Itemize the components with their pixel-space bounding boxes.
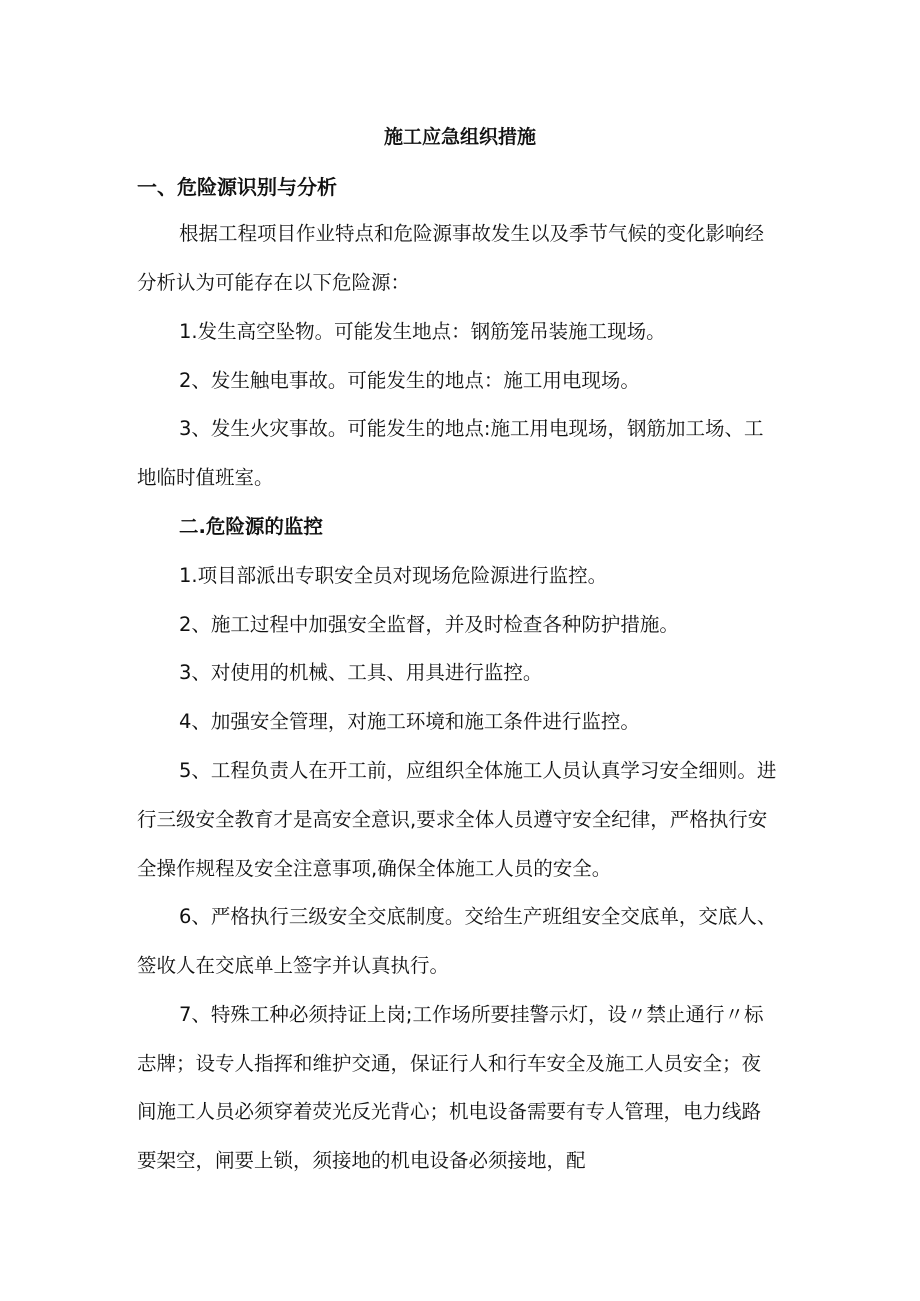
list-item: 5、工程负责人在开工前，应组织全体施工人员认真学习安全细则。进: [179, 759, 777, 782]
list-item: 2、发生触电事故。可能发生的地点：施工用电现场。: [179, 369, 640, 392]
list-item-continuation: 志牌；设专人指挥和维护交通，保证行人和行车安全及施工人员安全；夜: [137, 1052, 762, 1075]
list-item: 1.发生高空坠物。可能发生地点：钢筋笼吊装施工现场。: [179, 320, 666, 343]
list-item: 6、严格执行三级安全交底制度。交给生产班组安全交底单，交底人、: [179, 905, 777, 928]
list-item-continuation: 行三级安全教育才是高安全意识,要求全体人员遵守安全纪律，严格执行安: [137, 808, 768, 831]
list-item-continuation: 地临时值班室。: [137, 466, 274, 489]
list-item: 7、特殊工种必须持证上岗;工作场所要挂警示灯，设〃禁止通行〃标: [179, 1003, 764, 1026]
paragraph-line: 根据工程项目作业特点和危险源事故发生以及季节气候的变化影响经: [179, 222, 765, 245]
list-item-continuation: 签收人在交底单上签字并认真执行。: [137, 954, 450, 977]
list-item-continuation: 全操作规程及安全注意事项,确保全体施工人员的安全。: [137, 857, 612, 880]
section-heading: 一、危险源识别与分析: [137, 175, 337, 199]
list-item: 3、发生火灾事故。可能发生的地点:施工用电现场，钢筋加工场、工: [179, 417, 764, 440]
section-heading: 二.危险源的监控: [179, 515, 323, 538]
document-title: 施工应急组织措施: [383, 126, 536, 148]
list-item: 1.项目部派出专职安全员对现场危险源进行监控。: [179, 564, 608, 587]
paragraph-line: 分析认为可能存在以下危险源：: [137, 271, 411, 294]
list-item: 4、加强安全管理，对施工环境和施工条件进行监控。: [179, 710, 640, 733]
list-item-continuation: 要架空，闸要上锁，须接地的机电设备必须接地，配: [137, 1149, 586, 1172]
list-item-continuation: 间施工人员必须穿着荧光反光背心；机电设备需要有专人管理，电力线路: [137, 1100, 762, 1123]
list-item: 2、施工过程中加强安全监督，并及时检查各种防护措施。: [179, 613, 679, 636]
list-item: 3、对使用的机械、工具、用具进行监控。: [179, 661, 543, 684]
